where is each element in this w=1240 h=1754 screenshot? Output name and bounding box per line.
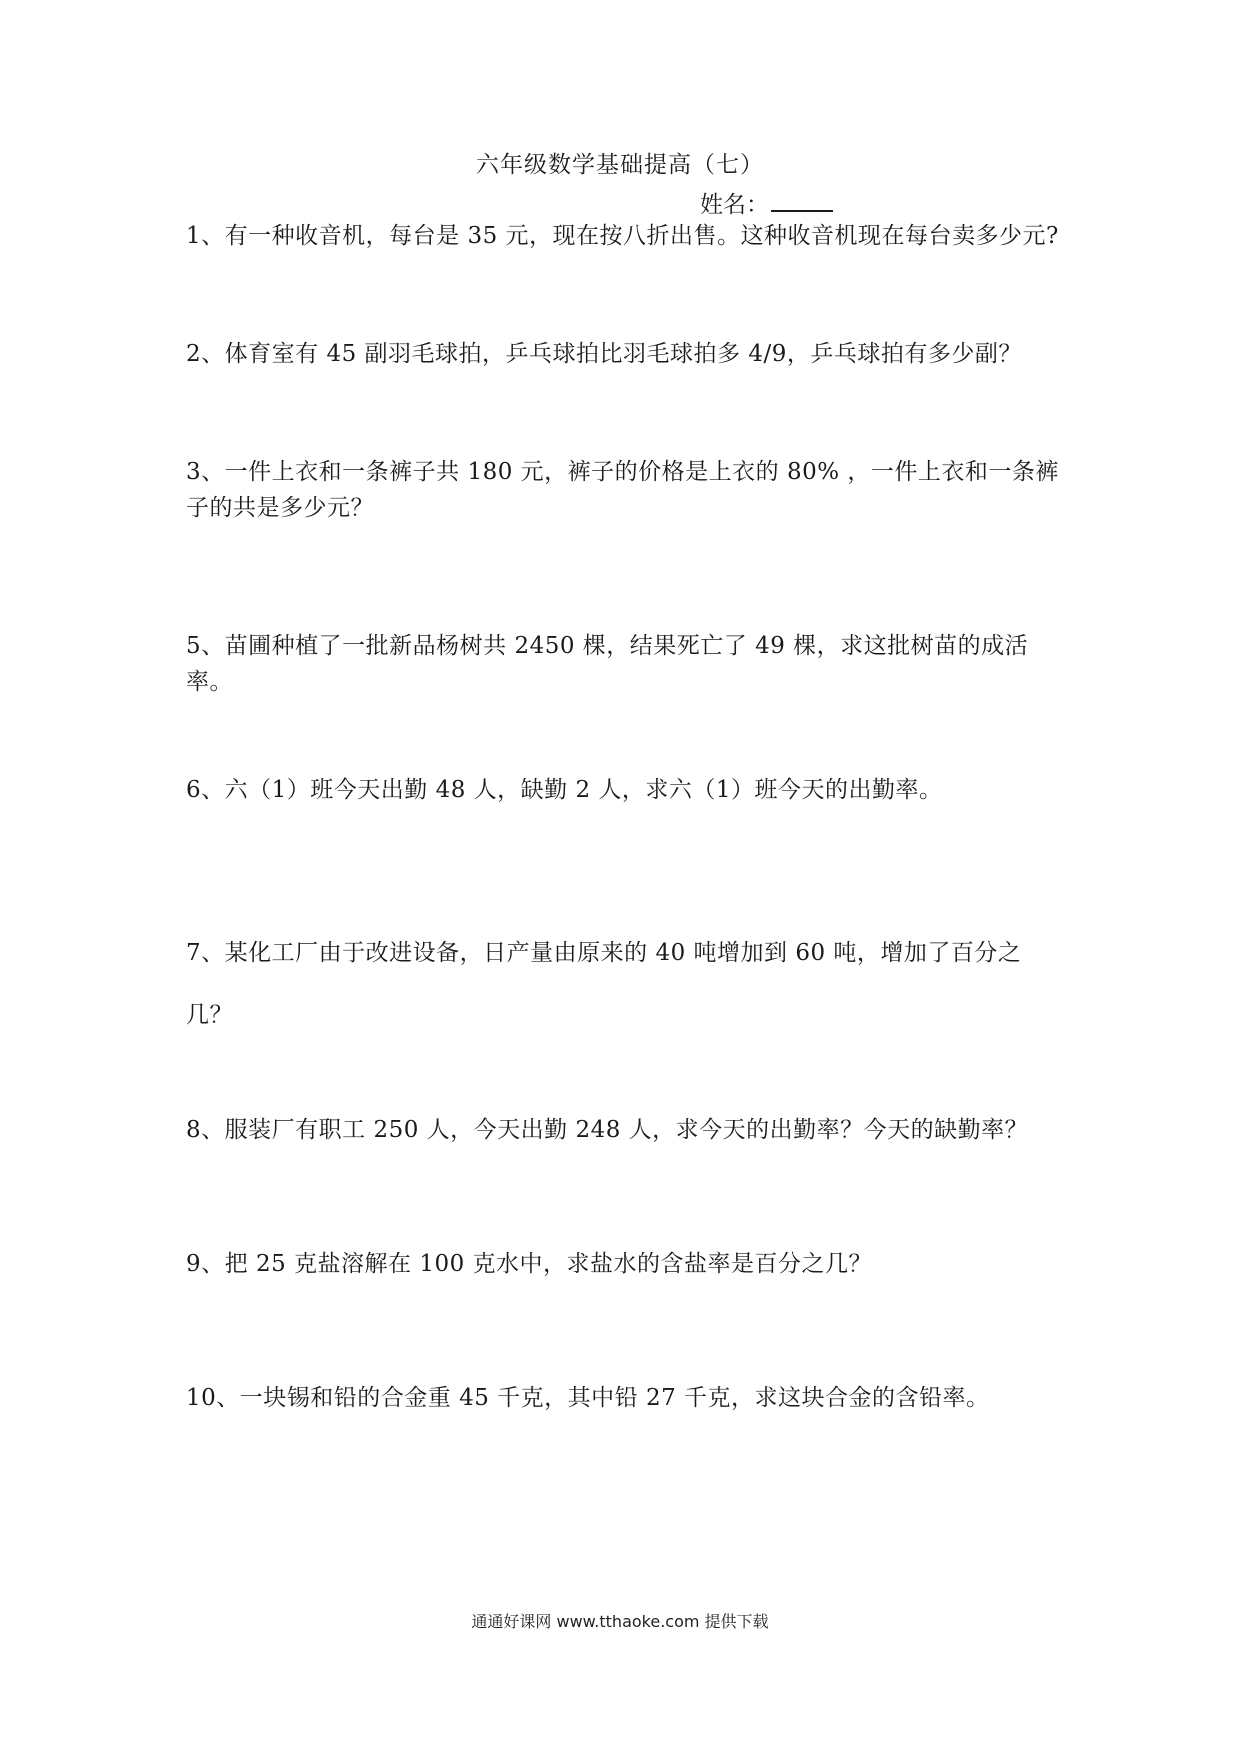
question-6: 6、六（1）班今天出勤 48 人，缺勤 2 人，求六（1）班今天的出勤率。 (186, 777, 943, 803)
name-blank[interactable] (771, 186, 833, 212)
name-field (700, 186, 833, 222)
question-10: 10、一块锡和铅的合金重 45 千克，其中铅 27 千克，求这块合金的含铅率。 (186, 1385, 990, 1411)
question-5: 5、苗圃种植了一批新品杨树共 2450 棵，结果死亡了 49 棵，求这批树苗的成活率。 (186, 633, 1029, 695)
page-title: 六年级数学基础提高（七） (476, 152, 764, 178)
name-label: 姓名： (700, 192, 769, 218)
question-8: 8、服装厂有职工 250 人，今天出勤 248 人，求今天的出勤率？今天的缺勤率？ (186, 1117, 1029, 1143)
question-1: 1、有一种收音机，每台是 35 元，现在按八折出售。这种收音机现在每台卖多少元? (186, 223, 1059, 249)
footer-credit: 通通好课网 www.tthaoke.com 提供下载 (471, 1612, 769, 1631)
question-9: 9、把 25 克盐溶解在 100 克水中，求盐水的含盐率是百分之几？ (186, 1251, 873, 1277)
question-7: 7、某化工厂由于改进设备，日产量由原来的 40 吨增加到 60 吨，增加了百分之几？ (186, 940, 1022, 1028)
question-2: 2、体育室有 45 副羽毛球拍，乒乓球拍比羽毛球拍多 4/9，乒乓球拍有多少副？ (186, 341, 1022, 367)
question-3: 3、一件上衣和一条裤子共 180 元，裤子的价格是上衣的 80% ，一件上衣和一条裤子的共是多少元？ (186, 459, 1059, 521)
